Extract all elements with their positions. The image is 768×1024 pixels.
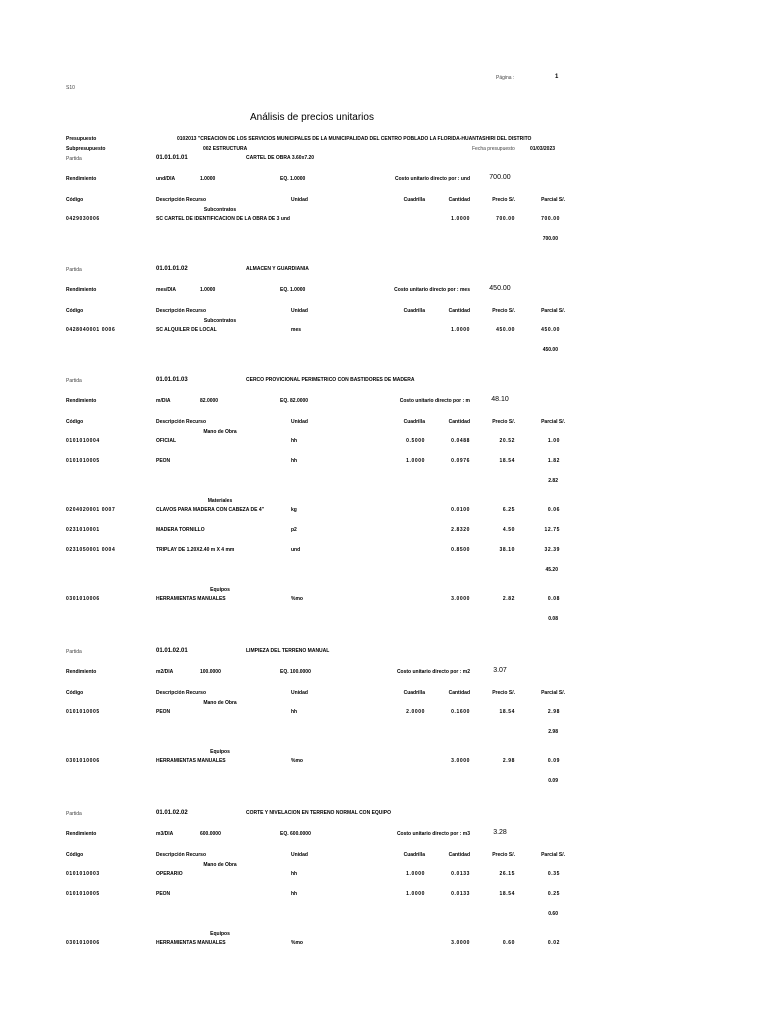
partida-name: CARTEL DE OBRA 3.60x7.20	[246, 155, 315, 161]
rendimiento-label: Rendimiento	[66, 287, 97, 293]
presupuesto-label: Presupuesto	[66, 136, 97, 142]
col-codigo: Código	[66, 419, 84, 425]
group-subtotal: 0.60	[548, 911, 558, 917]
resource-desc: OPERARIO	[156, 871, 183, 877]
resource-cantidad: 1.0000	[451, 327, 470, 333]
resource-cuadrilla: 0.5000	[406, 438, 425, 444]
resource-precio: 6.25	[502, 507, 515, 513]
eq-value: EQ. 100.0000	[280, 669, 311, 675]
col-precio: Precio S/.	[492, 852, 515, 858]
group-title: Mano de Obra	[203, 429, 237, 435]
col-cuadrilla: Cuadrilla	[403, 197, 425, 203]
costo-value: 700.00	[489, 174, 511, 181]
partida-code: 01.01.01.01	[156, 155, 188, 161]
partida-name: LIMPIEZA DEL TERRENO MANUAL	[246, 648, 330, 654]
rendimiento-value: 100.0000	[200, 669, 221, 675]
resource-precio: 450.00	[496, 327, 515, 333]
eq-value: EQ. 1.0000	[280, 176, 306, 182]
col-descripcion: Descripción Recurso	[156, 852, 207, 858]
group-title: Equipos	[210, 587, 230, 593]
resource-cuadrilla: 2.0000	[406, 709, 425, 715]
resource-precio: 18.54	[499, 891, 515, 897]
resource-unit: %mo	[291, 940, 303, 946]
resource-cantidad: 0.0488	[451, 438, 470, 444]
col-descripcion: Descripción Recurso	[156, 197, 207, 203]
col-unidad: Unidad	[291, 197, 308, 203]
resource-code: 0428040001 0006	[66, 327, 116, 333]
costo-label: Costo unitario directo por : m2	[396, 669, 470, 675]
resource-unit: %mo	[291, 758, 303, 764]
resource-cantidad: 0.0133	[451, 871, 470, 877]
resource-parcial: 0.02	[547, 940, 560, 946]
col-parcial: Parcial S/.	[541, 197, 565, 203]
rendimiento-value: 1.0000	[200, 176, 216, 182]
costo-value: 3.28	[493, 829, 507, 836]
col-parcial: Parcial S/.	[541, 690, 565, 696]
col-parcial: Parcial S/.	[541, 852, 565, 858]
fecha-label: Fecha presupuesto	[472, 146, 515, 152]
resource-cuadrilla: 1.0000	[406, 458, 425, 464]
rendimiento-value: 82.0000	[200, 398, 219, 404]
resource-cantidad: 0.1600	[451, 709, 470, 715]
partida-code: 01.01.02.02	[156, 810, 188, 816]
group-title: Mano de Obra	[203, 862, 237, 868]
costo-value: 48.10	[491, 396, 509, 403]
resource-cantidad: 3.0000	[451, 940, 470, 946]
resource-precio: 2.82	[502, 596, 515, 602]
resource-parcial: 0.08	[547, 596, 560, 602]
resource-code: 0101010005	[66, 709, 100, 715]
resource-precio: 0.60	[502, 940, 515, 946]
group-subtotal: 0.09	[548, 778, 558, 784]
resource-cantidad: 0.0100	[451, 507, 470, 513]
col-precio: Precio S/.	[492, 308, 515, 314]
col-codigo: Código	[66, 852, 84, 858]
col-parcial: Parcial S/.	[541, 308, 565, 314]
resource-desc: SC ALQUILER DE LOCAL	[156, 327, 217, 333]
resource-precio: 700.00	[496, 216, 515, 222]
resource-unit: p2	[291, 527, 297, 533]
rendimiento-unit: und/DIA	[156, 176, 176, 182]
resource-unit: %mo	[291, 596, 303, 602]
col-codigo: Código	[66, 690, 84, 696]
resource-unit: kg	[291, 507, 297, 513]
col-precio: Precio S/.	[492, 197, 515, 203]
partida-code: 01.01.01.02	[156, 266, 188, 272]
resource-desc: PEON	[156, 709, 171, 715]
resource-desc: PEON	[156, 891, 171, 897]
page-number: 1	[555, 74, 559, 80]
resource-precio: 18.54	[499, 709, 515, 715]
partida-label: Partida	[66, 649, 82, 655]
resource-code: 0204020001 0007	[66, 507, 116, 513]
resource-parcial: 32.39	[544, 547, 560, 553]
resource-cuadrilla: 1.0000	[406, 871, 425, 877]
resource-unit: und	[291, 547, 301, 553]
eq-value: EQ. 1.0000	[280, 287, 306, 293]
resource-desc: HERRAMIENTAS MANUALES	[156, 758, 226, 764]
resource-desc: HERRAMIENTAS MANUALES	[156, 940, 226, 946]
col-unidad: Unidad	[291, 419, 308, 425]
col-cantidad: Cantidad	[448, 419, 470, 425]
costo-label: Costo unitario directo por : m	[399, 398, 470, 404]
col-descripcion: Descripción Recurso	[156, 419, 207, 425]
col-cantidad: Cantidad	[448, 852, 470, 858]
eq-value: EQ. 82.0000	[280, 398, 309, 404]
col-cantidad: Cantidad	[448, 308, 470, 314]
resource-code: 0429030006	[66, 216, 100, 222]
resource-unit: hh	[291, 458, 298, 464]
subpresupuesto-value: 002 ESTRUCTURA	[203, 146, 248, 152]
resource-code: 0101010004	[66, 438, 100, 444]
resource-code: 0301010006	[66, 940, 100, 946]
rendimiento-unit: m2/DIA	[156, 669, 174, 675]
costo-value: 450.00	[489, 285, 511, 292]
resource-parcial: 0.35	[547, 871, 560, 877]
col-cuadrilla: Cuadrilla	[403, 852, 425, 858]
partida-label: Partida	[66, 378, 82, 384]
partida-label: Partida	[66, 811, 82, 817]
col-cantidad: Cantidad	[448, 690, 470, 696]
group-title: Subcontratos	[203, 207, 237, 213]
group-subtotal: 45.20	[545, 567, 558, 573]
costo-label: Costo unitario directo por : m3	[396, 831, 470, 837]
resource-desc: SC CARTEL DE IDENTIFICACION DE LA OBRA DE 3 und	[156, 216, 290, 222]
col-unidad: Unidad	[291, 308, 308, 314]
resource-code: 0101010003	[66, 871, 100, 877]
resource-precio: 18.54	[499, 458, 515, 464]
resource-cantidad: 1.0000	[451, 216, 470, 222]
resource-parcial: 12.75	[544, 527, 560, 533]
col-precio: Precio S/.	[492, 690, 515, 696]
group-subtotal: 450.00	[542, 347, 558, 353]
partida-label: Partida	[66, 156, 82, 162]
resource-unit: hh	[291, 871, 298, 877]
resource-desc: PEON	[156, 458, 171, 464]
group-title: Subcontratos	[203, 318, 237, 324]
partida-name: CORTE Y NIVELACION EN TERRENO NORMAL CON EQUIPO	[246, 810, 392, 816]
rendimiento-unit: m/DIA	[156, 398, 171, 404]
col-unidad: Unidad	[291, 690, 308, 696]
col-cantidad: Cantidad	[448, 197, 470, 203]
costo-label: Costo unitario directo por : und	[395, 176, 470, 182]
resource-parcial: 0.09	[547, 758, 560, 764]
resource-cantidad: 3.0000	[451, 596, 470, 602]
resource-code: 0101010005	[66, 458, 100, 464]
resource-unit: hh	[291, 891, 298, 897]
resource-desc: CLAVOS PARA MADERA CON CABEZA DE 4"	[156, 507, 265, 513]
rendimiento-label: Rendimiento	[66, 669, 97, 675]
group-title: Equipos	[210, 749, 230, 755]
resource-code: 0101010005	[66, 891, 100, 897]
col-precio: Precio S/.	[492, 419, 515, 425]
resource-desc: HERRAMIENTAS MANUALES	[156, 596, 226, 602]
resource-unit: hh	[291, 709, 298, 715]
costo-label: Costo unitario directo por : mes	[394, 287, 470, 293]
rendimiento-unit: mes/DIA	[156, 287, 177, 293]
col-cuadrilla: Cuadrilla	[403, 690, 425, 696]
costo-value: 3.07	[493, 667, 507, 674]
group-subtotal: 0.08	[548, 616, 558, 622]
resource-parcial: 1.00	[547, 438, 560, 444]
group-title: Materiales	[207, 498, 233, 504]
resource-desc: OFICIAL	[156, 438, 176, 444]
resource-unit: hh	[291, 438, 298, 444]
presupuesto-value: 0102013 "CREACION DE LOS SERVICIOS MUNICIPALES DE LA MUNICIPALIDAD DEL CENTRO POBLADO LA FLORIDA-HUANTASHIRI DEL DISTRITO	[177, 136, 532, 142]
resource-parcial: 0.25	[547, 891, 560, 897]
resource-cantidad: 2.8320	[451, 527, 470, 533]
col-cuadrilla: Cuadrilla	[403, 308, 425, 314]
fecha-value: 01/03/2023	[530, 146, 556, 152]
page-label: Página :	[496, 75, 515, 81]
resource-parcial: 450.00	[541, 327, 560, 333]
partida-name: CERCO PROVICIONAL PERIMETRICO CON BASTIDORES DE MADERA	[246, 377, 415, 383]
resource-code: 0231050001 0004	[66, 547, 116, 553]
resource-cantidad: 0.0976	[451, 458, 470, 464]
resource-parcial: 700.00	[541, 216, 560, 222]
group-subtotal: 2.98	[548, 729, 558, 735]
col-descripcion: Descripción Recurso	[156, 308, 207, 314]
resource-parcial: 1.82	[547, 458, 560, 464]
group-subtotal: 2.82	[548, 478, 558, 484]
rendimiento-value: 1.0000	[200, 287, 216, 293]
partida-code: 01.01.01.03	[156, 377, 188, 383]
eq-value: EQ. 600.0000	[280, 831, 311, 837]
s10-label: S10	[66, 85, 75, 91]
col-codigo: Código	[66, 197, 84, 203]
partida-code: 01.01.02.01	[156, 648, 188, 654]
group-title: Equipos	[210, 931, 230, 937]
partida-name: ALMACEN Y GUARDIANIA	[246, 266, 309, 272]
page-title: Análisis de precios unitarios	[250, 112, 374, 123]
resource-cantidad: 3.0000	[451, 758, 470, 764]
resource-precio: 20.52	[499, 438, 515, 444]
resource-unit: mes	[291, 327, 302, 333]
rendimiento-label: Rendimiento	[66, 831, 97, 837]
resource-precio: 2.98	[502, 758, 515, 764]
partida-label: Partida	[66, 267, 82, 273]
resource-cuadrilla: 1.0000	[406, 891, 425, 897]
col-unidad: Unidad	[291, 852, 308, 858]
resource-parcial: 2.98	[547, 709, 560, 715]
resource-desc: MADERA TORNILLO	[156, 527, 205, 533]
resource-precio: 4.50	[502, 527, 515, 533]
col-codigo: Código	[66, 308, 84, 314]
rendimiento-unit: m3/DIA	[156, 831, 174, 837]
rendimiento-label: Rendimiento	[66, 398, 97, 404]
resource-parcial: 0.06	[547, 507, 560, 513]
group-title: Mano de Obra	[203, 700, 237, 706]
col-cuadrilla: Cuadrilla	[403, 419, 425, 425]
resource-cantidad: 0.0133	[451, 891, 470, 897]
col-descripcion: Descripción Recurso	[156, 690, 207, 696]
resource-code: 0301010006	[66, 758, 100, 764]
resource-desc: TRIPLAY DE 1.20X2.40 m X 4 mm	[156, 547, 235, 553]
resource-cantidad: 0.8500	[451, 547, 470, 553]
group-subtotal: 700.00	[542, 236, 558, 242]
resource-code: 0301010006	[66, 596, 100, 602]
resource-precio: 38.10	[499, 547, 515, 553]
subpresupuesto-label: Subpresupuesto	[66, 146, 106, 152]
col-parcial: Parcial S/.	[541, 419, 565, 425]
rendimiento-value: 600.0000	[200, 831, 221, 837]
resource-code: 0231010001	[66, 527, 100, 533]
resource-precio: 26.15	[499, 871, 515, 877]
rendimiento-label: Rendimiento	[66, 176, 97, 182]
